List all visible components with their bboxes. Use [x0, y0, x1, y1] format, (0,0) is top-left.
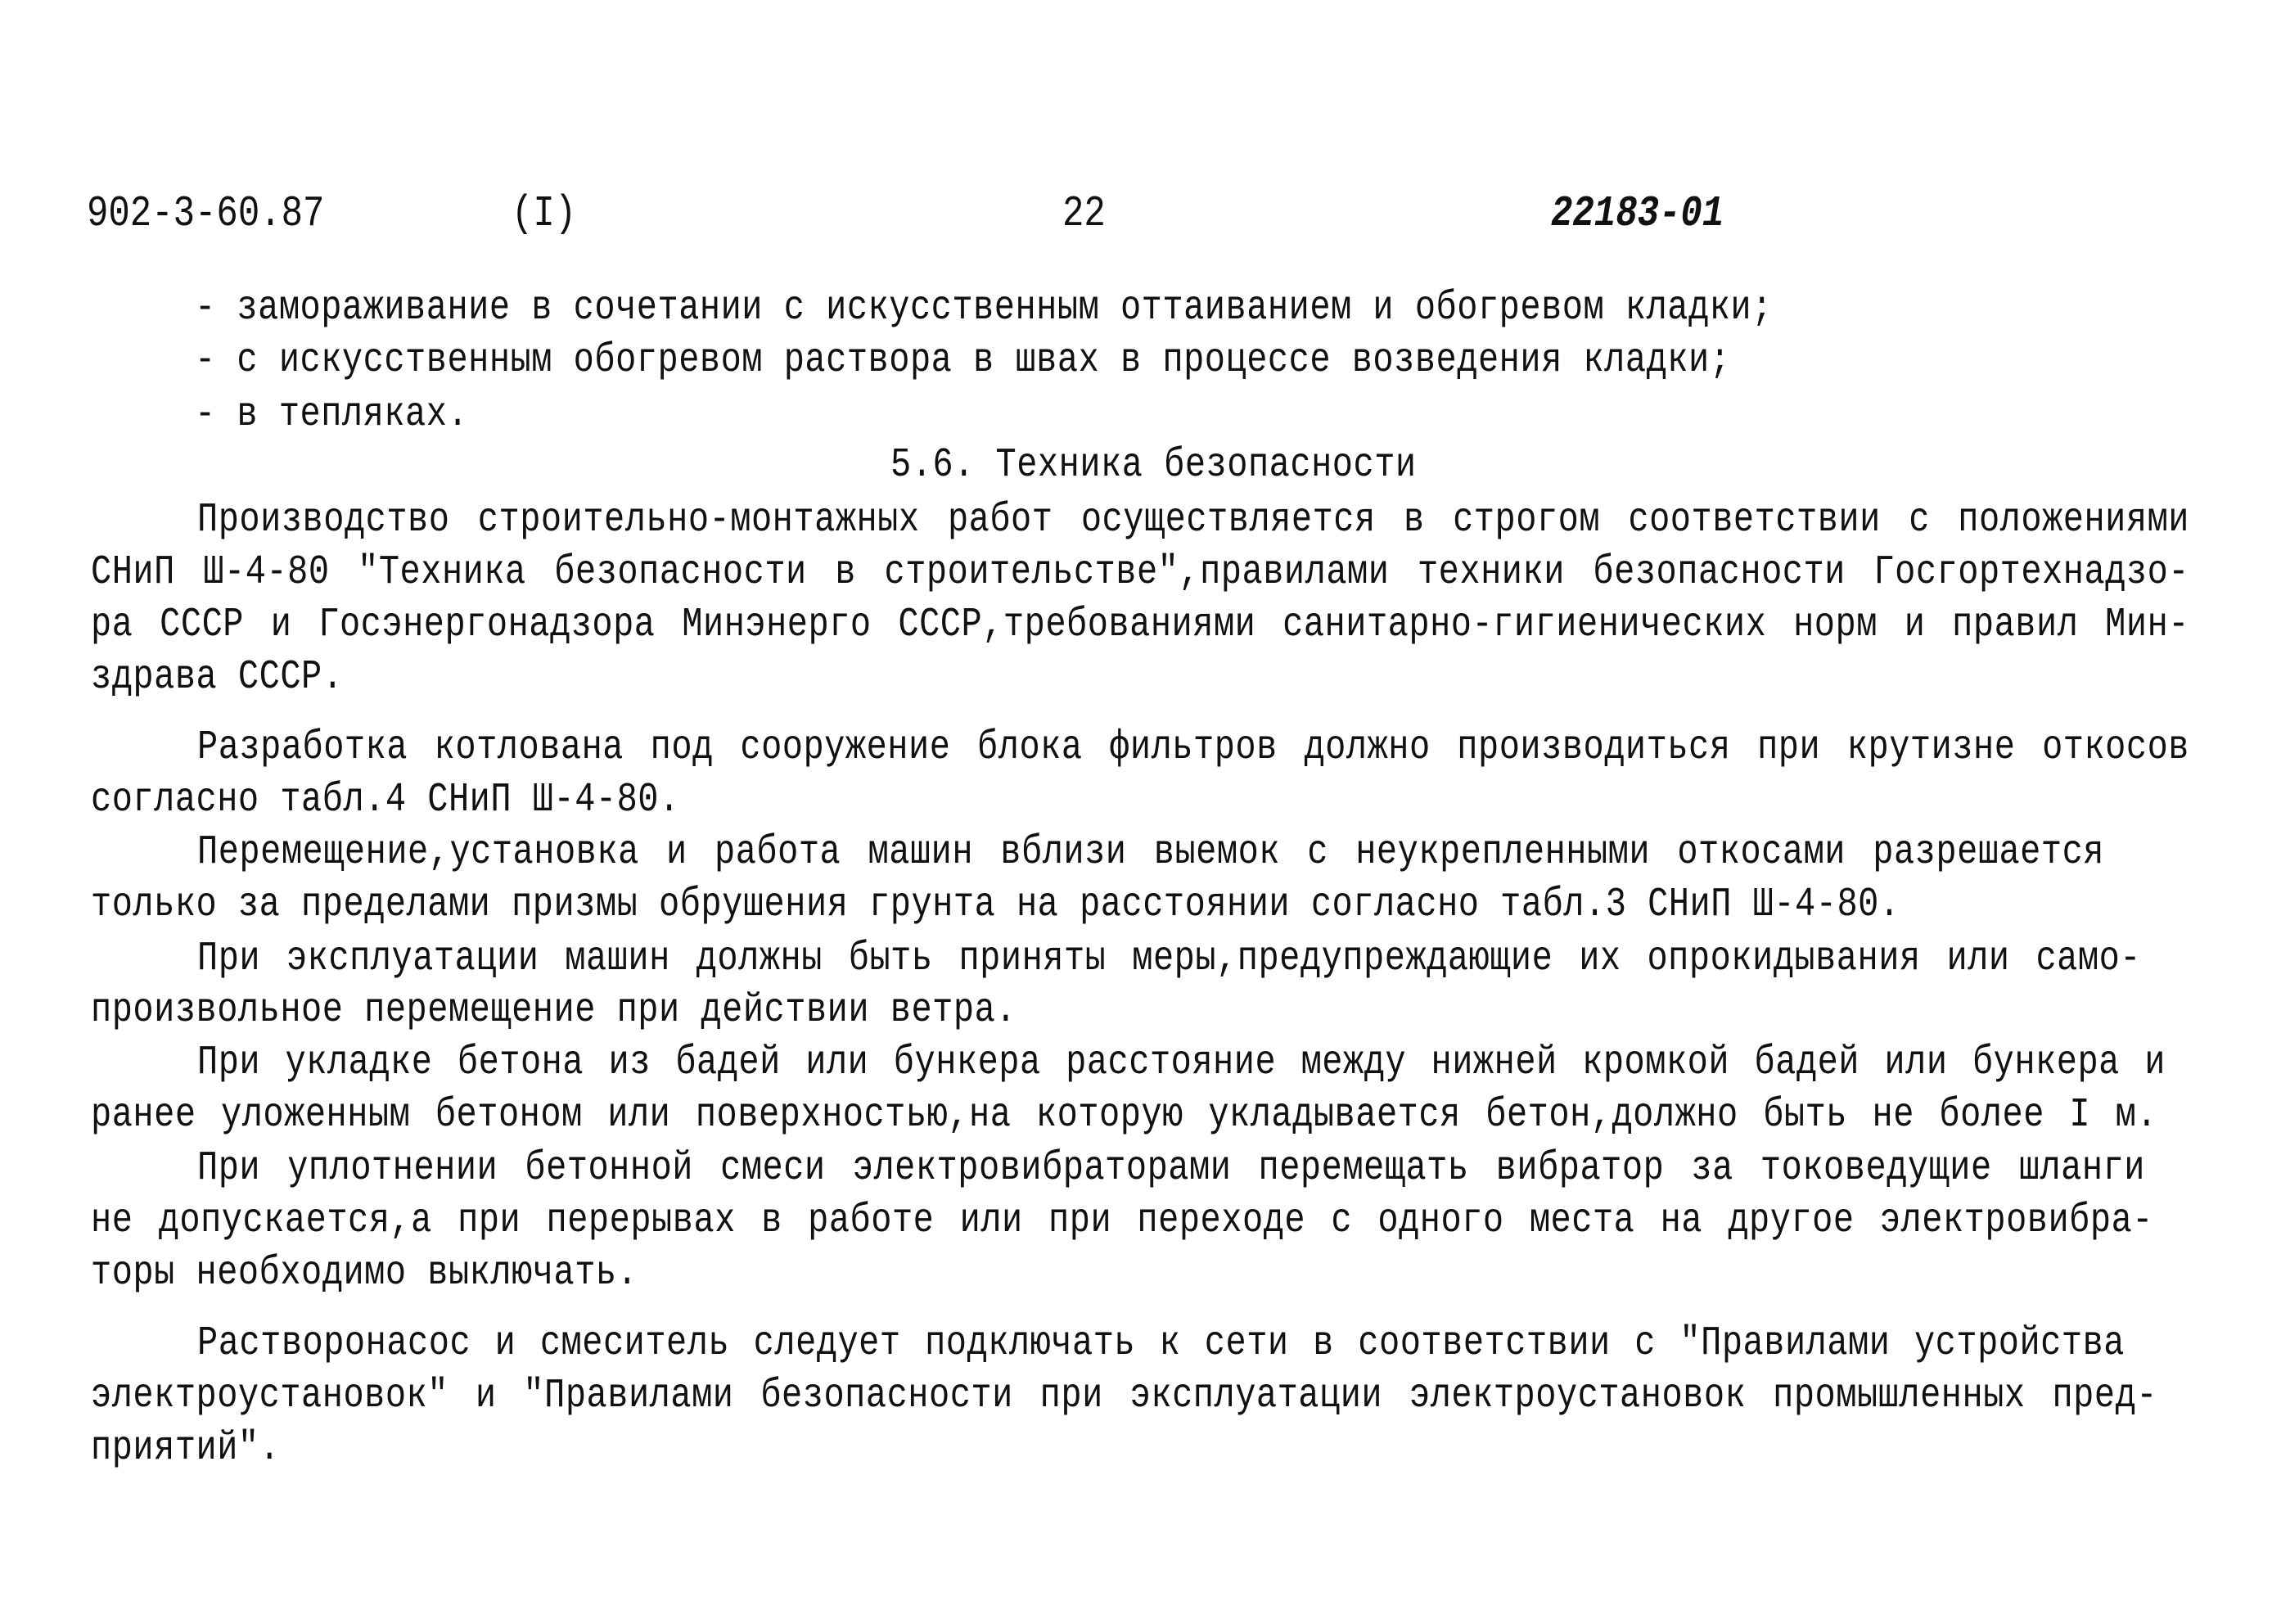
paragraph-line: Производство строительно-монтажных работ осуществляется в строгом соответствии с положениями	[197, 496, 2189, 544]
inventory-number: 22183-01	[1551, 190, 1724, 239]
page-number: 22	[1062, 190, 1106, 239]
paragraph-line: электроустановок" и "Правилами безопасности при эксплуатации электроустановок промышленных пред-	[91, 1372, 2157, 1419]
paragraph-line: только за пределами призмы обрушения грунта на расстоянии согласно табл.3 СНиП Ш-4-80.	[91, 881, 1900, 928]
document-code: 902-3-60.87	[87, 190, 325, 239]
paragraph-line: здрава СССР.	[91, 653, 344, 701]
album-number: (I)	[512, 190, 577, 239]
paragraph-line: ра СССР и Госэнергонадзора Минэнерго СССР,требованиями санитарно-гигиенических норм и правил Мин-	[91, 601, 2189, 648]
paragraph-line: торы необходимо выключать.	[91, 1249, 638, 1297]
paragraph-line: не допускается,а при перерывах в работе или при переходе с одного места на другое электровибра-	[91, 1197, 2153, 1244]
section-title: 5.6. Техника безопасности	[890, 441, 1417, 489]
list-item: - в тепляках.	[195, 390, 469, 438]
paragraph-line: Растворонасос и смеситель следует подключать к сети в соответствии с "Правилами устройства	[197, 1320, 2125, 1367]
paragraph-line: Разработка котлована под сооружение блока фильтров должно производиться при крутизне откосов	[197, 724, 2189, 771]
paragraph-line: При укладке бетона из бадей или бункера расстояние между нижней кромкой бадей или бункера и	[197, 1039, 2166, 1086]
paragraph-line: произвольное перемещение при действии ветра.	[91, 986, 1017, 1034]
paragraph-line: согласно табл.4 СНиП Ш-4-80.	[91, 776, 680, 823]
list-item: - замораживание в сочетании с искусственным оттаиванием и обогревом кладки;	[195, 284, 1773, 332]
paragraph-line: СНиП Ш-4-80 "Техника безопасности в строительстве",правилами техники безопасности Госгортехнадзо-	[91, 548, 2189, 596]
paragraph-line: При уплотнении бетонной смеси электровибраторами перемещать вибратор за токоведущие шланги	[197, 1144, 2145, 1192]
paragraph-line: При эксплуатации машин должны быть приняты меры,предупреждающие их опрокидывания или само-	[197, 935, 2141, 982]
paragraph-line: Перемещение,установка и работа машин вблизи выемок с неукрепленными откосами разрешается	[197, 828, 2104, 876]
paragraph-line: приятий".	[91, 1424, 281, 1472]
paragraph-line: ранее уложенным бетоном или поверхностью,на которую укладывается бетон,должно быть не более I м.	[91, 1091, 2157, 1139]
list-item: - с искусственным обогревом раствора в швах в процессе возведения кладки;	[195, 336, 1731, 384]
